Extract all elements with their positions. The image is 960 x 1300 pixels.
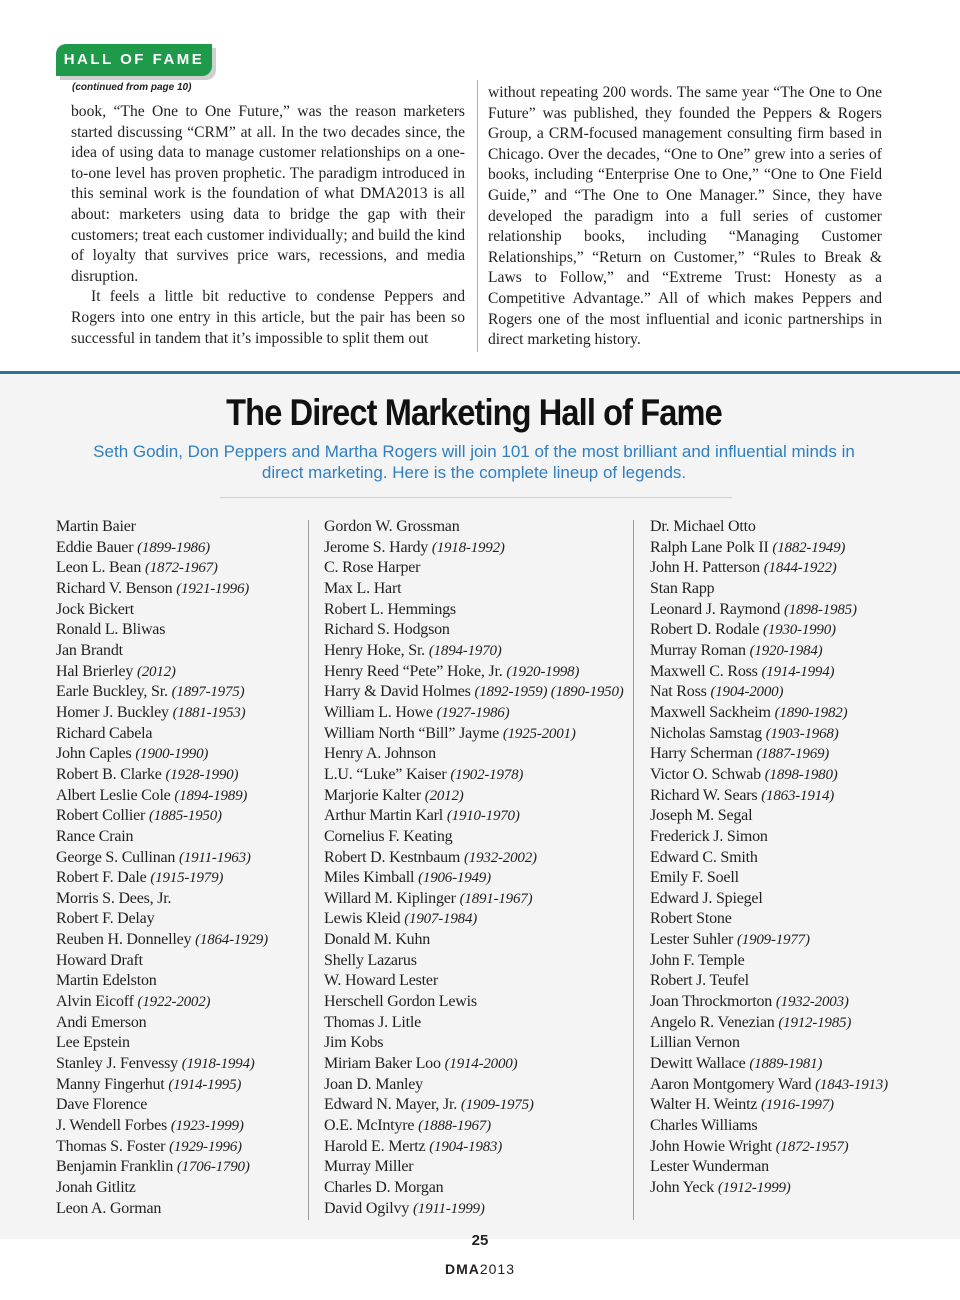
- inductee-name: Jock Bickert: [56, 600, 135, 618]
- inductee-years: (1914-1995): [168, 1076, 242, 1093]
- inductee-name: William L. Howe: [324, 703, 433, 721]
- inductee-entry: [650, 1075, 888, 1096]
- inductee-entry: [324, 579, 624, 600]
- inductee-entry: [650, 682, 888, 703]
- inductee-years: (1706-1790): [176, 1159, 250, 1176]
- inductee-entry: [56, 848, 268, 869]
- inductee-entry: [56, 786, 268, 807]
- inductee-years: (1906-1949): [418, 870, 491, 887]
- inductee-entry: [650, 930, 888, 951]
- inductee-name: Lewis Kleid: [324, 910, 401, 928]
- inductee-years: (1904-2000): [710, 684, 784, 701]
- inductee-name: Edward C. Smith: [650, 848, 758, 866]
- inductee-name: Homer J. Buckley: [56, 703, 169, 721]
- inductee-name: Leonard J. Raymond: [650, 600, 781, 618]
- inductee-years: (1928-1990): [165, 766, 239, 783]
- inductee-name: Charles D. Morgan: [324, 1179, 444, 1196]
- inductee-name: John Howie Wright: [650, 1137, 772, 1155]
- inductee-entry: [56, 992, 268, 1013]
- inductee-entry: [56, 827, 268, 848]
- inductee-name: C. Rose Harper: [324, 559, 421, 577]
- inductee-name: Alvin Eicoff: [56, 993, 134, 1011]
- inductee-name: Max L. Hart: [324, 579, 402, 597]
- inductee-entry: [324, 1095, 624, 1116]
- subtitle-divider: [220, 497, 732, 498]
- inductee-entry: [650, 806, 888, 827]
- hall-of-fame-subtitle: Seth Godin, Don Peppers and Martha Rogers will join 101 of the most brilliant and influential minds in direct marketing. Here is the complete lineup of legends.: [93, 442, 855, 482]
- inductee-name: John Caples: [56, 745, 132, 763]
- inductee-years: (2012): [424, 787, 464, 804]
- inductee-years: (1881-1953): [172, 704, 246, 721]
- inductee-entry: [650, 786, 888, 807]
- inductee-entry: [56, 620, 268, 641]
- inductee-name: Ronald L. Bliwas: [56, 621, 166, 639]
- inductee-years: (1930-1990): [763, 622, 836, 639]
- inductee-name: Gordon W. Grossman: [324, 518, 460, 535]
- inductee-name: Joseph M. Segal: [650, 807, 753, 825]
- inductee-years: (1892-1959) (1890-1950): [474, 684, 624, 701]
- inductee-years: (2012): [136, 663, 176, 680]
- inductee-years: (1887-1969): [756, 746, 830, 763]
- inductee-entry: [324, 1054, 624, 1075]
- inductee-name: Eddie Bauer: [56, 538, 134, 556]
- inductee-entry: [324, 682, 624, 703]
- inductee-years: (1912-1985): [778, 1014, 852, 1031]
- inductee-years: (1882-1949): [772, 539, 846, 556]
- inductee-years: (1907-1984): [404, 911, 478, 928]
- inductee-entry: [650, 1116, 888, 1137]
- inductee-entry: [324, 1199, 624, 1220]
- inductee-name: Nicholas Samstag: [650, 724, 762, 742]
- inductee-entry: [56, 909, 268, 930]
- inductee-entry: [324, 1033, 624, 1054]
- hall-of-fame-title: The Direct Marketing Hall of Fame: [226, 392, 722, 433]
- inductee-entry: [650, 1178, 888, 1199]
- article-paragraph: without repeating 200 words. The same year “The One to One Future” was published, they founded the Peppers & Rogers Group, a CRM-focused management consulting firm based in Chicago. Over the decades, “One to One” grew into a series of books, including “Enterprise One to One,” “One to One Field Guide,” and “The One to One Manager.” Since, they have developed the paradigm into a full series of customer relationship books, including “Managing Customer Relationships,” “Return on Customer,” “Rules to Break & Laws to Follow,” and “Extreme Trust: Honesty as a Competitive Advantage.” All of which makes Peppers and Rogers one of the most influential and iconic partnerships in direct marketing history.: [488, 84, 882, 349]
- inductee-column-2: [324, 517, 624, 1219]
- inductee-name: Lester Wunderman: [650, 1158, 769, 1176]
- inductee-name: Walter H. Weintz: [650, 1096, 758, 1114]
- inductee-entry: [56, 579, 268, 600]
- inductee-entry: [650, 641, 888, 662]
- inductee-name: Stanley J. Fenvessy: [56, 1055, 178, 1073]
- inductee-entry: [56, 558, 268, 579]
- inductee-entry: [56, 1013, 268, 1034]
- inductee-name: J. Wendell Forbes: [56, 1117, 168, 1135]
- inductee-years: (1897-1975): [171, 684, 245, 701]
- inductee-entry: [324, 827, 624, 848]
- inductee-entry: [650, 889, 888, 910]
- inductee-entry: [650, 538, 888, 559]
- inductee-name: Donald M. Kuhn: [324, 931, 431, 949]
- inductee-name: Marjorie Kalter: [324, 786, 421, 804]
- inductee-entry: [324, 971, 624, 992]
- column-divider: [633, 520, 634, 1220]
- inductee-entry: [324, 992, 624, 1013]
- inductee-name: Henry Hoke, Sr.: [324, 641, 425, 659]
- inductee-entry: [56, 1116, 268, 1137]
- inductee-years: (1921-1996): [176, 580, 250, 597]
- inductee-years: (1932-2003): [775, 994, 849, 1011]
- inductee-name: Martin Baier: [56, 518, 136, 535]
- inductee-entry: [324, 806, 624, 827]
- inductee-years: (1910-1970): [446, 808, 520, 825]
- inductee-name: John Yeck: [650, 1179, 714, 1196]
- inductee-entry: [56, 662, 268, 683]
- inductee-column-3: [650, 517, 888, 1199]
- inductee-entry: [56, 600, 268, 621]
- inductee-name: Stan Rapp: [650, 579, 715, 597]
- inductee-years: (1894-1989): [174, 787, 248, 804]
- inductee-name: Robert F. Dale: [56, 869, 147, 887]
- inductee-entry: [650, 827, 888, 848]
- inductee-years: (1911-1963): [179, 849, 251, 866]
- inductee-entry: [56, 703, 268, 724]
- inductee-name: Angelo R. Venezian: [650, 1013, 775, 1031]
- inductee-entry: [56, 868, 268, 889]
- inductee-entry: [56, 724, 268, 745]
- inductee-entry: [324, 703, 624, 724]
- inductee-years: (1922-2002): [137, 994, 211, 1011]
- inductee-name: Victor O. Schwab: [650, 765, 761, 783]
- inductee-entry: [324, 848, 624, 869]
- inductee-entry: [650, 1013, 888, 1034]
- inductee-entry: [324, 1137, 624, 1158]
- inductee-years: (1900-1990): [135, 746, 209, 763]
- inductee-name: Albert Leslie Cole: [56, 786, 171, 804]
- inductee-years: (1918-1992): [431, 539, 505, 556]
- inductee-name: Andi Emerson: [56, 1013, 147, 1031]
- inductee-entry: [56, 806, 268, 827]
- inductee-years: (1872-1967): [144, 560, 218, 577]
- inductee-entry: [56, 1054, 268, 1075]
- inductee-entry: [324, 1157, 624, 1178]
- inductee-name: Hal Brierley: [56, 662, 134, 680]
- inductee-years: (1914-1994): [761, 663, 835, 680]
- page-number: 25: [471, 1232, 489, 1249]
- inductee-entry: [56, 682, 268, 703]
- inductee-years: (1909-1977): [736, 932, 810, 949]
- inductee-name: John H. Patterson: [650, 559, 760, 577]
- inductee-years: (1902-1978): [450, 766, 524, 783]
- inductee-years: (1909-1975): [460, 1097, 534, 1114]
- inductee-years: (1923-1999): [170, 1118, 244, 1135]
- footer-brand-name: DMA: [444, 1261, 480, 1277]
- inductee-years: (1916-1997): [761, 1097, 834, 1114]
- inductee-entry: [56, 1095, 268, 1116]
- inductee-name: Jan Brandt: [56, 641, 123, 659]
- inductee-entry: [650, 1157, 888, 1178]
- column-divider: [477, 80, 478, 352]
- inductee-name: Robert Stone: [650, 910, 732, 928]
- inductee-name: Murray Miller: [324, 1158, 414, 1176]
- inductee-entry: [324, 641, 624, 662]
- inductee-name: Howard Draft: [56, 951, 143, 969]
- inductee-name: Dr. Michael Otto: [650, 518, 756, 535]
- inductee-entry: [324, 765, 624, 786]
- inductee-entry: [56, 1178, 268, 1199]
- inductee-entry: [324, 786, 624, 807]
- inductee-name: Robert L. Hemmings: [324, 600, 456, 618]
- inductee-entry: [650, 1033, 888, 1054]
- inductee-name: Ralph Lane Polk II: [650, 538, 769, 556]
- article-paragraph: It feels a little bit reductive to condense Peppers and Rogers into one entry in this article, but the pair has been so successful in tandem that it’s impossible to split them out: [71, 288, 465, 347]
- inductee-entry: [56, 1033, 268, 1054]
- inductee-years: (1898-1980): [764, 766, 838, 783]
- inductee-entry: [650, 620, 888, 641]
- inductee-name: William North “Bill” Jayme: [324, 724, 500, 742]
- inductee-years: (1903-1968): [765, 725, 839, 742]
- inductee-name: Cornelius F. Keating: [324, 827, 453, 845]
- inductee-name: John F. Temple: [650, 951, 745, 969]
- inductee-entry: [56, 641, 268, 662]
- inductee-entry: [324, 930, 624, 951]
- inductee-name: Dave Florence: [56, 1096, 148, 1114]
- article-column-right: [488, 83, 882, 351]
- inductee-entry: [56, 1075, 268, 1096]
- inductee-name: Martin Edelston: [56, 972, 157, 990]
- inductee-name: Harry Scherman: [650, 745, 753, 763]
- inductee-name: Robert F. Delay: [56, 910, 155, 928]
- inductee-name: Dewitt Wallace: [650, 1055, 746, 1073]
- inductee-entry: [324, 868, 624, 889]
- inductee-name: L.U. “Luke” Kaiser: [324, 765, 447, 783]
- inductee-years: (1889-1981): [749, 1056, 823, 1073]
- inductee-entry: [56, 930, 268, 951]
- inductee-name: Jerome S. Hardy: [324, 538, 429, 556]
- footer-year: 2013: [479, 1261, 516, 1277]
- inductee-entry: [56, 951, 268, 972]
- inductee-name: Henry Reed “Pete” Hoke, Jr.: [324, 662, 503, 680]
- inductee-entry: [650, 579, 888, 600]
- inductee-years: (1911-1999): [412, 1200, 485, 1217]
- inductee-name: Reuben H. Donnelley: [56, 931, 192, 949]
- inductee-column-1: [56, 517, 268, 1219]
- inductee-entry: [324, 909, 624, 930]
- continued-note: (continued from page 10): [72, 82, 192, 93]
- inductee-entry: [650, 703, 888, 724]
- inductee-name: Lillian Vernon: [650, 1034, 740, 1052]
- inductee-entry: [650, 724, 888, 745]
- inductee-name: Miles Kimball: [324, 869, 415, 887]
- inductee-name: Harry & David Holmes: [324, 683, 471, 701]
- inductee-name: Robert Collier: [56, 807, 146, 825]
- inductee-years: (1885-1950): [149, 808, 222, 825]
- inductee-name: Arthur Martin Karl: [324, 807, 444, 825]
- inductee-entry: [650, 971, 888, 992]
- inductee-name: Jonah Gitlitz: [56, 1179, 136, 1196]
- inductee-years: (1932-2002): [464, 849, 537, 866]
- inductee-name: Edward J. Spiegel: [650, 889, 763, 907]
- inductee-years: (1844-1922): [763, 560, 837, 577]
- inductee-name: Robert D. Rodale: [650, 621, 760, 639]
- inductee-years: (1914-2000): [444, 1056, 518, 1073]
- inductee-name: Jim Kobs: [324, 1034, 384, 1052]
- footer-brand: [0, 1261, 960, 1277]
- inductee-name: Henry A. Johnson: [324, 745, 436, 763]
- inductee-name: Richard S. Hodgson: [324, 621, 450, 639]
- inductee-entry: [650, 848, 888, 869]
- inductee-years: (1925-2001): [502, 725, 576, 742]
- inductee-name: Herschell Gordon Lewis: [324, 993, 477, 1011]
- inductee-years: (1872-1957): [775, 1138, 849, 1155]
- inductee-entry: [56, 1157, 268, 1178]
- inductee-name: Maxwell C. Ross: [650, 662, 758, 680]
- inductee-name: Robert B. Clarke: [56, 765, 162, 783]
- inductee-name: Manny Fingerhut: [56, 1075, 165, 1093]
- inductee-entry: [324, 889, 624, 910]
- inductee-entry: [324, 951, 624, 972]
- inductee-name: Rance Crain: [56, 827, 134, 845]
- inductee-name: Thomas S. Foster: [56, 1137, 166, 1155]
- inductee-name: Leon A. Gorman: [56, 1199, 162, 1217]
- inductee-entry: [650, 909, 888, 930]
- inductee-entry: [324, 538, 624, 559]
- inductee-years: (1920-1998): [506, 663, 580, 680]
- inductee-years: (1918-1994): [181, 1056, 255, 1073]
- inductee-name: Emily F. Soell: [650, 869, 739, 887]
- inductee-entry: [324, 1075, 624, 1096]
- inductee-years: (1912-1999): [717, 1180, 791, 1196]
- inductee-name: Murray Roman: [650, 641, 746, 659]
- inductee-name: Morris S. Dees, Jr.: [56, 889, 172, 907]
- inductee-years: (1864-1929): [195, 932, 268, 949]
- inductee-name: Lee Epstein: [56, 1034, 130, 1052]
- inductee-name: David Ogilvy: [324, 1199, 410, 1217]
- inductee-entry: [650, 992, 888, 1013]
- inductee-entry: [324, 600, 624, 621]
- inductee-years: (1927-1986): [436, 704, 510, 721]
- inductee-name: Richard Cabela: [56, 724, 153, 742]
- column-divider: [308, 520, 309, 1220]
- inductee-entry: [650, 662, 888, 683]
- inductee-name: Maxwell Sackheim: [650, 703, 771, 721]
- inductee-entry: [650, 600, 888, 621]
- inductee-name: Richard V. Benson: [56, 579, 173, 597]
- inductee-entry: [650, 558, 888, 579]
- inductee-name: Frederick J. Simon: [650, 827, 768, 845]
- inductee-entry: [650, 1137, 888, 1158]
- inductee-years: (1891-1967): [459, 890, 533, 907]
- inductee-name: Earle Buckley, Sr.: [56, 683, 168, 701]
- inductee-entry: [650, 765, 888, 786]
- article-column-left: [71, 102, 465, 349]
- inductee-years: (1890-1982): [774, 704, 848, 721]
- inductee-years: (1915-1979): [150, 870, 224, 887]
- inductee-years: (1894-1970): [428, 642, 502, 659]
- inductee-name: Harold E. Mertz: [324, 1137, 426, 1155]
- inductee-entry: [56, 971, 268, 992]
- inductee-entry: [56, 538, 268, 559]
- inductee-entry: [324, 1178, 624, 1199]
- inductee-entry: [56, 1199, 268, 1220]
- inductee-name: Charles Williams: [650, 1117, 758, 1135]
- inductee-years: (1843-1913): [815, 1076, 888, 1093]
- inductee-name: Aaron Montgomery Ward: [650, 1075, 812, 1093]
- inductee-entry: [324, 517, 624, 538]
- inductee-entry: [650, 1054, 888, 1075]
- inductee-years: (1920-1984): [749, 642, 823, 659]
- inductee-name: O.E. McIntyre: [324, 1117, 415, 1135]
- inductee-entry: [324, 1116, 624, 1137]
- inductee-entry: [324, 620, 624, 641]
- inductee-entry: [324, 724, 624, 745]
- inductee-entry: [324, 1013, 624, 1034]
- inductee-entry: [650, 517, 888, 538]
- inductee-name: Edward N. Mayer, Jr.: [324, 1096, 458, 1114]
- inductee-entry: [56, 889, 268, 910]
- inductee-years: (1898-1985): [783, 601, 857, 618]
- inductee-name: George S. Cullinan: [56, 848, 176, 866]
- inductee-entry: [56, 744, 268, 765]
- inductee-entry: [56, 517, 268, 538]
- inductee-entry: [650, 951, 888, 972]
- inductee-name: Leon L. Bean: [56, 559, 142, 577]
- inductee-years: (1904-1983): [429, 1138, 503, 1155]
- inductee-name: Robert J. Teufel: [650, 972, 749, 990]
- inductee-years: (1888-1967): [418, 1118, 491, 1135]
- section-tab: HALL OF FAME: [56, 44, 212, 76]
- inductee-name: Joan Throckmorton: [650, 993, 773, 1011]
- inductee-name: Richard W. Sears: [650, 786, 758, 804]
- inductee-years: (1863-1914): [761, 787, 835, 804]
- article-paragraph: book, “The One to One Future,” was the reason marketers started discussing “CRM” at all. In the two decades since, the idea of using data to manage customer relationships on a one-to-one level has proven prophetic. The paradigm introduced in this seminal work is the foundation of what DMA2013 is all about: marketers using data to bridge the gap with their customers; treat each customer individually; and build the kind of loyalty that survives price wars, recessions, and media disruption.: [71, 103, 465, 285]
- inductee-entry: [56, 1137, 268, 1158]
- inductee-name: W. Howard Lester: [324, 972, 438, 990]
- inductee-name: Thomas J. Litle: [324, 1013, 421, 1031]
- inductee-entry: [650, 868, 888, 889]
- inductee-entry: [324, 744, 624, 765]
- inductee-entry: [650, 1095, 888, 1116]
- inductee-name: Joan D. Manley: [324, 1075, 423, 1093]
- inductee-name: Shelly Lazarus: [324, 951, 417, 969]
- inductee-years: (1929-1996): [169, 1138, 242, 1155]
- inductee-name: Nat Ross: [650, 683, 707, 701]
- inductee-name: Robert D. Kestnbaum: [324, 848, 461, 866]
- inductee-name: Miriam Baker Loo: [324, 1055, 441, 1073]
- inductee-name: Willard M. Kiplinger: [324, 889, 456, 907]
- inductee-name: Lester Suhler: [650, 931, 734, 949]
- inductee-entry: [650, 744, 888, 765]
- inductee-entry: [324, 662, 624, 683]
- inductee-entry: [324, 558, 624, 579]
- inductee-entry: [56, 765, 268, 786]
- inductee-name: Benjamin Franklin: [56, 1158, 174, 1176]
- inductee-years: (1899-1986): [137, 539, 210, 556]
